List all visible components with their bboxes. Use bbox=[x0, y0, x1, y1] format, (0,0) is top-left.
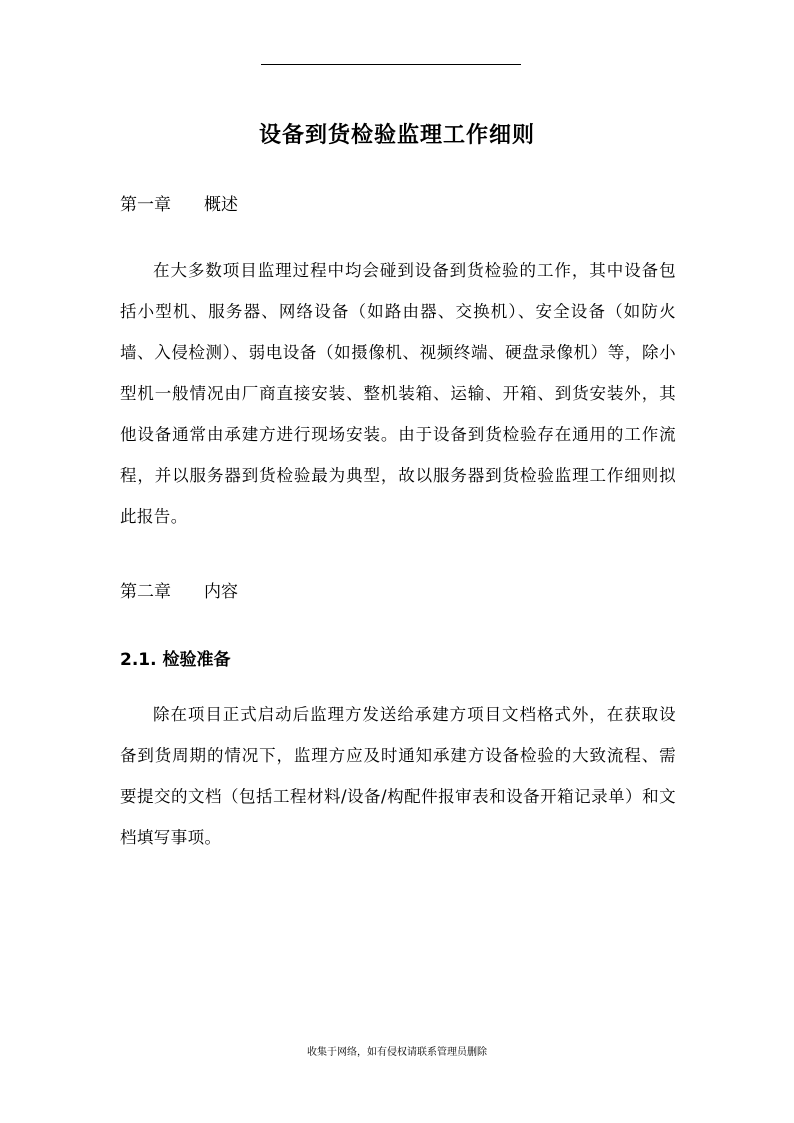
chapter-2-heading bbox=[120, 577, 238, 602]
footer-note: 收集于网络，如有侵权请联系管理员删除 bbox=[307, 1047, 487, 1058]
chapter-2-number: 第二章 bbox=[120, 582, 171, 602]
paragraph-inspection-prep: 除在项目正式启动后监理方发送给承建方项目文档格式外，在获取设备到货周期的情况下，监理方应及时通知承建方设备检验的大致流程、需要提交的文档（包括工程材料/设备/构配件报审表和设备开箱记录单）和文档填写事项。 bbox=[120, 705, 676, 847]
chapter-1-title: 概述 bbox=[204, 195, 238, 215]
chapter-1-heading bbox=[120, 190, 238, 215]
section-2-1-heading: 2.1. 检验准备 bbox=[120, 650, 231, 670]
paragraph-overview: 在大多数项目监理过程中均会碰到设备到货检验的工作，其中设备包括小型机、服务器、网络设备（如路由器、交换机）、安全设备（如防火墙、入侵检测）、弱电设备（如摄像机、视频终端、硬盘录像机）等，除小型机一般情况由厂商直接安装、整机装箱、运输、开箱、到货安装外，其他设备通常由承建方进行现场安装。由于设备到货检验存在通用的工作流程，并以服务器到货检验最为典型，故以服务器到货检验监理工作细则拟此报告。 bbox=[120, 261, 676, 526]
header-rule bbox=[261, 64, 521, 65]
chapter-2-title: 内容 bbox=[204, 582, 238, 602]
chapter-1-number: 第一章 bbox=[120, 195, 171, 215]
document-title: 设备到货检验监理工作细则 bbox=[258, 122, 535, 148]
